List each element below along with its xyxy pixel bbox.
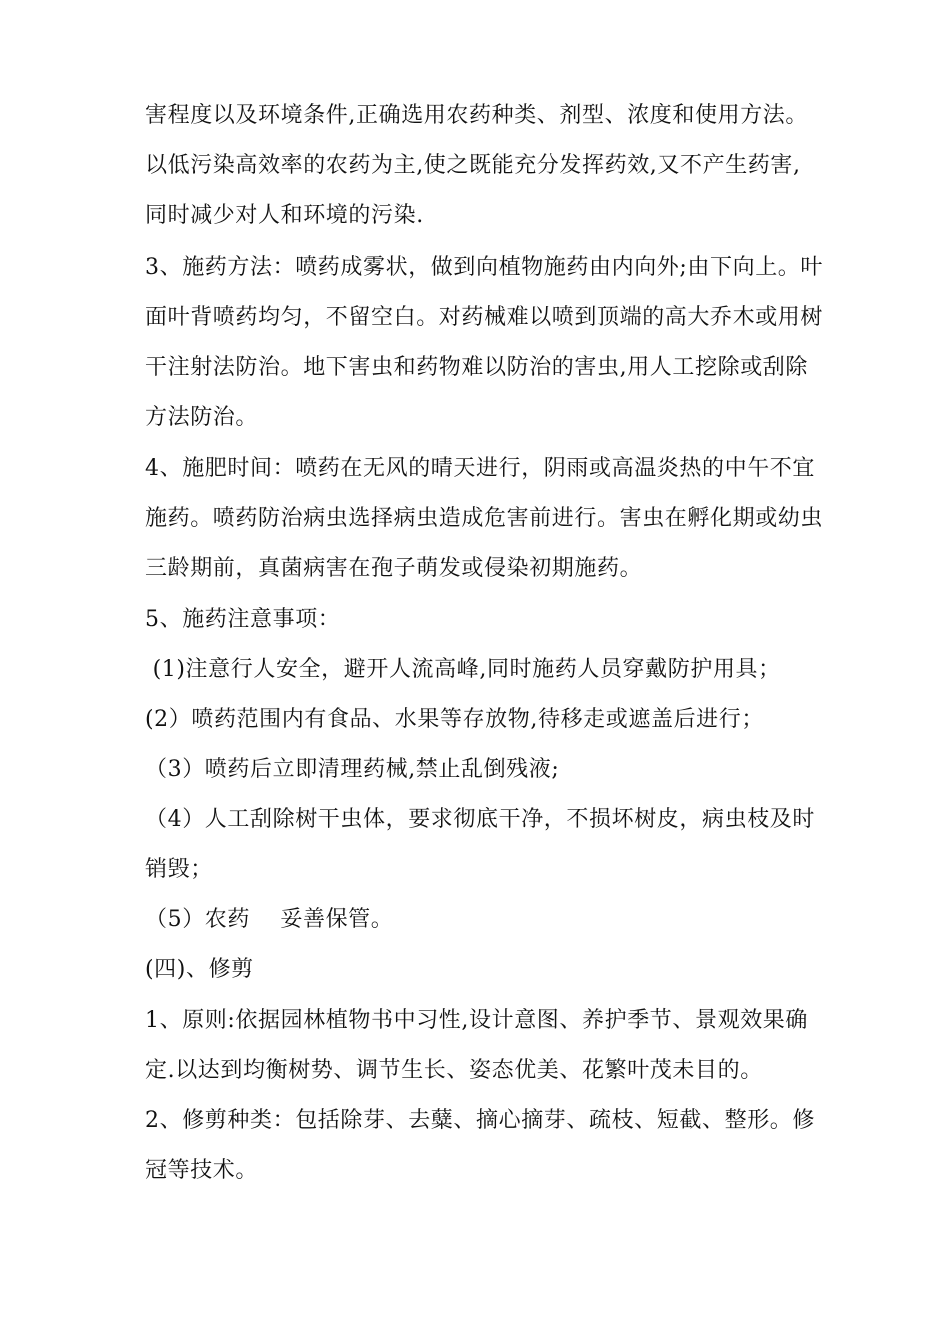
paragraph-line: 1、原则:依据园林植物书中习性,设计意图、养护季节、景观效果确 [145, 1008, 809, 1033]
paragraph-line: 以低污染高效率的农药为主,使之既能充分发挥药效,又不产生药害, [145, 153, 801, 178]
list-item-line: （4）人工刮除树干虫体，要求彻底干净，不损坏树皮，病虫枝及时 [145, 807, 815, 832]
paragraph-line: 定.以达到均衡树势、调节生长、姿态优美、花繁叶茂未目的。 [145, 1058, 763, 1083]
paragraph-line: 干注射法防治。地下害虫和药物难以防治的害虫,用人工挖除或刮除 [145, 355, 808, 380]
section-heading-line: 4、施肥时间：喷药在无风的晴天进行，阴雨或高温炎热的中午不宜 [145, 456, 815, 481]
list-item-line: (2）喷药范围内有食品、水果等存放物,待移走或遮盖后进行； [145, 707, 764, 732]
paragraph-line: 2、修剪种类：包括除芽、去糵、摘心摘芽、疏枝、短截、整形。修 [145, 1108, 815, 1133]
section-heading-line: 5、施药注意事项： [145, 607, 341, 632]
section-heading-line: (四)、修剪 [145, 957, 254, 982]
paragraph-line: 面叶背喷药均匀，不留空白。对药械难以喷到顶端的高大乔木或用树 [145, 305, 824, 330]
section-heading-line: 3、施药方法：喷药成雾状，做到向植物施药由内向外;由下向上。叶 [145, 255, 824, 280]
paragraph-line: 方法防治。 [145, 405, 259, 430]
paragraph-line: 施药。喷药防治病虫选择病虫造成危害前进行。害虫在孵化期或幼虫 [145, 506, 824, 531]
list-item-line: （3）喷药后立即清理药械,禁止乱倒残液; [145, 757, 560, 782]
paragraph-line: 同时减少对人和环境的污染. [145, 203, 424, 228]
list-item-line: 销毁； [145, 857, 213, 882]
list-item-line: （5）农药 妥善保管。 [145, 907, 394, 932]
paragraph-line: 冠等技术。 [145, 1158, 259, 1183]
list-item-line: (1)注意行人安全，避开人流高峰,同时施药人员穿戴防护用具； [145, 657, 781, 682]
paragraph-line: 三龄期前，真菌病害在孢子萌发或侵染初期施药。 [145, 556, 643, 581]
paragraph-line: 害程度以及环境条件,正确选用农药种类、剂型、浓度和使用方法。 [145, 103, 808, 128]
